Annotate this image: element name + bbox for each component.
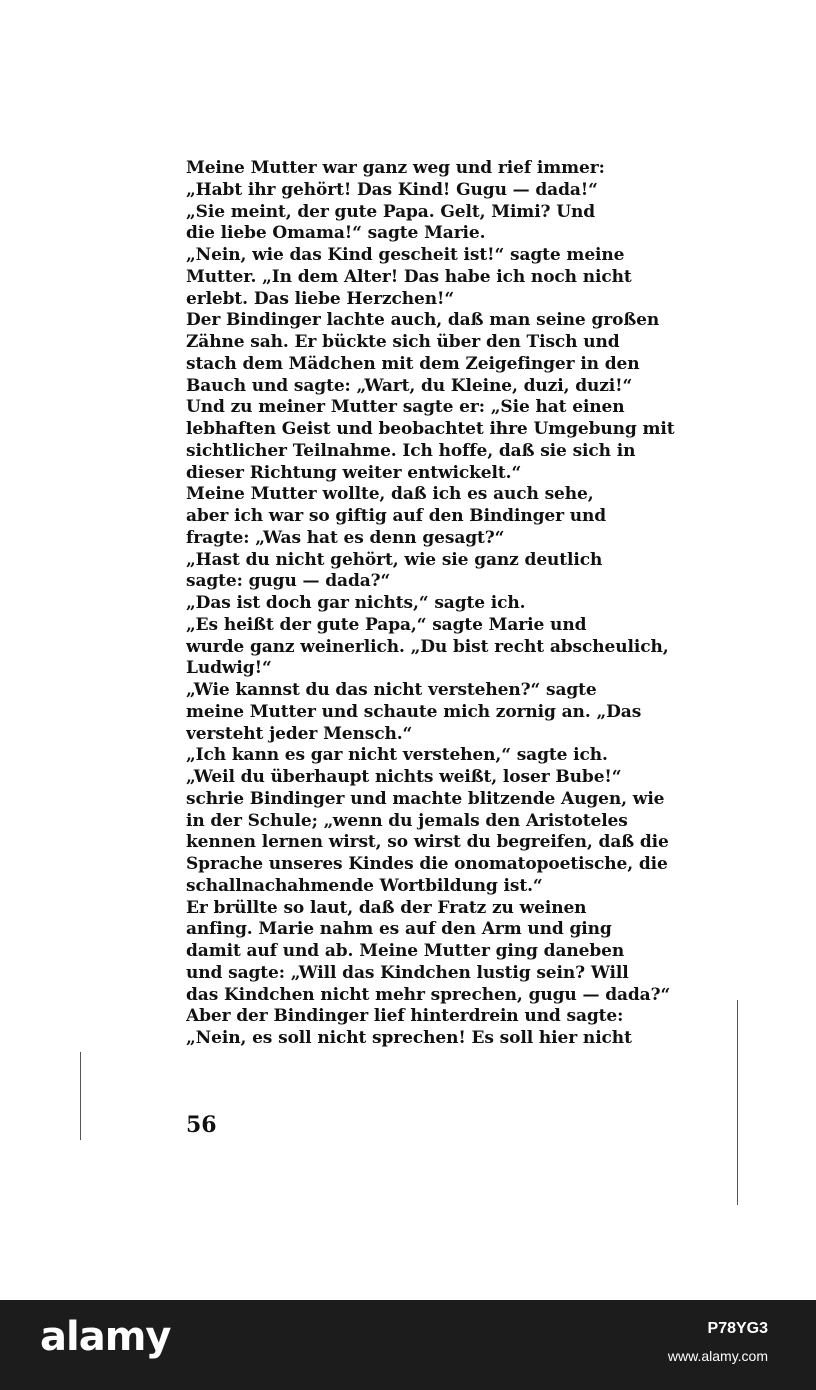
text-line: Sprache unseres Kindes die onomatopoetische, die [186,854,668,874]
watermark-bar [0,1300,816,1390]
text-line: Der Bindinger lachte auch, daß man seine großen [186,310,660,331]
text-line: „Ich kann es gar nicht verstehen,“ sagte ich. [186,745,608,766]
text-line: wurde ganz weinerlich. „Du bist recht abscheulich, [186,636,669,657]
text-line: dieser Richtung weiter entwickelt.“ [186,462,522,483]
text-line: „Nein, es soll nicht sprechen! Es soll hier nicht [186,1028,632,1048]
text-line: „Das ist doch gar nichts,“ sagte ich. [186,593,526,613]
text-line: „Sie meint, der gute Papa. Gelt, Mimi? Und [186,201,596,222]
text-line: „Es heißt der gute Papa,“ sagte Marie und [186,614,587,635]
text-line: Zähne sah. Er bückte sich über den Tisch und [186,332,620,352]
image-id: P78YG3 [707,1320,768,1337]
site-url: www.alamy.com [667,1348,768,1364]
text-line: „Hast du nicht gehört, wie sie ganz deutlich [186,549,603,570]
text-line: kennen lernen wirst, so wirst du begreifen, daß die [186,832,669,853]
text-line: Ludwig!“ [186,658,272,679]
text-line: „Nein, wie das Kind gescheit ist!“ sagte meine [186,245,625,265]
body-text [186,158,682,1050]
text-line: fragte: „Was hat es denn gesagt?“ [186,527,505,548]
text-line: in der Schule; „wenn du jemals den Aristoteles [186,810,628,831]
text-line: „Wie kannst du das nicht verstehen?“ sagte [186,680,597,700]
text-line: sagte: gugu — dada?“ [186,571,391,592]
text-line: versteht jeder Mensch.“ [186,723,413,744]
text-line: und sagte: „Will das Kindchen lustig sein? Will [186,962,629,983]
text-line: „Weil du überhaupt nichts weißt, loser Bube!“ [186,767,622,787]
text-line: die liebe Omama!“ sagte Marie. [186,223,486,244]
text-line: Bauch und sagte: „Wart, du Kleine, duzi, duzi!“ [186,375,633,396]
scan-margin-line [80,1052,81,1140]
text-line: schrie Bindinger und machte blitzende Augen, wie [186,788,665,809]
page-number: 56 [186,1112,217,1138]
text-line: lebhaften Geist und beobachtet ihre Umgebung mit [186,419,675,439]
text-line: das Kindchen nicht mehr sprechen, gugu — dada?“ [186,984,671,1005]
text-line: erlebt. Das liebe Herzchen!“ [186,288,455,309]
text-line: Meine Mutter war ganz weg und rief immer: [186,158,605,178]
text-line: stach dem Mädchen mit dem Zeigefinger in den [186,353,640,374]
text-line: Mutter. „In dem Alter! Das habe ich noch nicht [186,266,632,287]
text-line: „Habt ihr gehört! Das Kind! Gugu — dada!“ [186,179,598,200]
text-line: anfing. Marie nahm es auf den Arm und ging [186,919,612,940]
scan-margin-line [737,1000,738,1205]
text-line: Und zu meiner Mutter sagte er: „Sie hat einen [186,397,625,418]
text-line: Meine Mutter wollte, daß ich es auch sehe, [186,484,594,505]
text-line: aber ich war so giftig auf den Bindinger und [186,506,607,526]
text-line: sichtlicher Teilnahme. Ich hoffe, daß sie sich in [186,440,636,461]
text-line: meine Mutter und schaute mich zornig an. „Das [186,701,642,722]
watermark-logo: alamy [40,1314,171,1360]
text-line: schallnachahmende Wortbildung ist.“ [186,875,543,896]
text-line: Er brüllte so laut, daß der Fratz zu weinen [186,897,587,918]
text-line: Aber der Bindinger lief hinterdrein und sagte: [186,1006,624,1027]
text-line: damit auf und ab. Meine Mutter ging daneben [186,941,625,961]
